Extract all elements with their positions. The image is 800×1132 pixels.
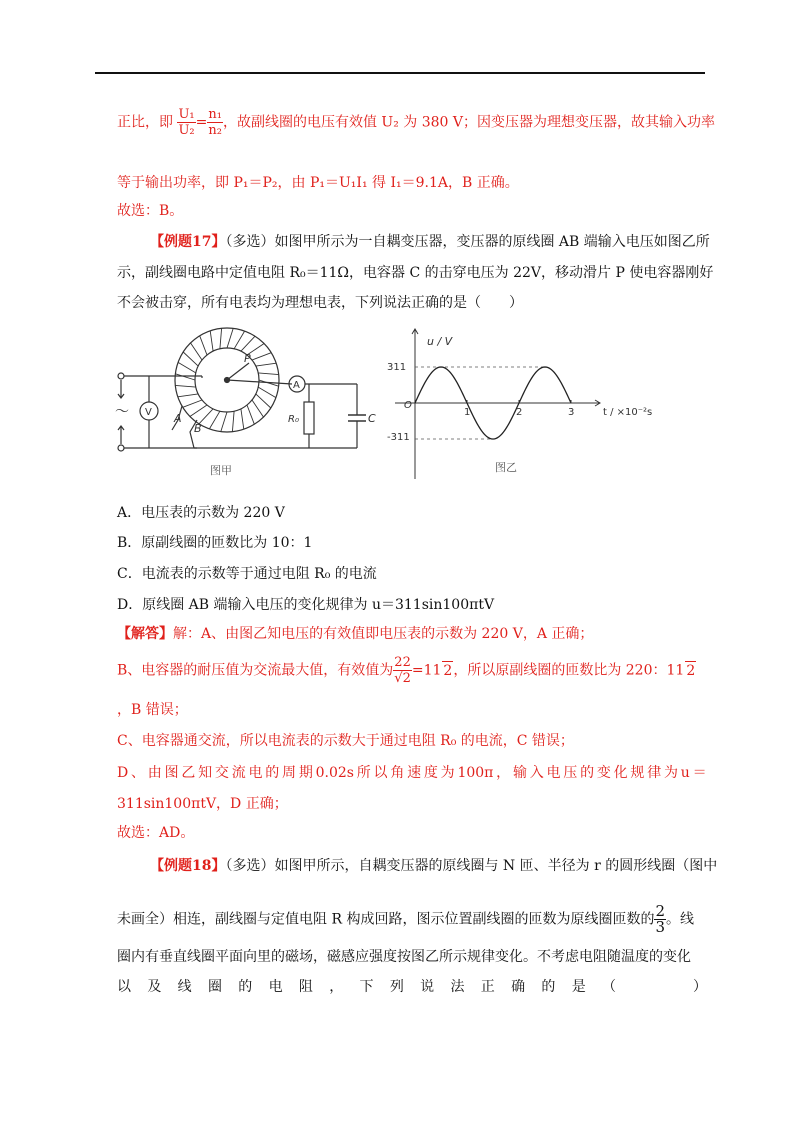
sol17-char: 0.02s: [315, 765, 354, 781]
sol17-char: 100π: [457, 765, 494, 781]
chart-y-label: u / V: [427, 335, 453, 348]
label-a: A: [174, 412, 182, 425]
chart-y-max-label: 311: [387, 362, 407, 373]
sol17-char: 角: [390, 765, 405, 781]
ex17-solution-line1: 【解答】解：A、由图乙知电压的有效值即电压表的示数为 220 V，A 正确；: [117, 626, 594, 642]
ex18-char: 下: [359, 979, 374, 995]
sol17-char: 输: [512, 765, 527, 781]
coil-winding: [175, 385, 196, 387]
ex18-char: 说: [420, 979, 435, 995]
header-rule: [95, 72, 705, 74]
sol17-char: 的: [265, 765, 280, 781]
figure-a-circuit: [112, 318, 382, 483]
sol17-char: 以: [373, 765, 388, 781]
label-c: C: [368, 412, 376, 425]
coil-winding: [190, 405, 207, 417]
sol17-char: 图: [164, 765, 179, 781]
ex17-solution-line2: B、电容器的耐压值为交流最大值，有效值为 $\frac{22}{√2}$ =11 2，所以原副线圈的匝数比为 220：11 2: [117, 655, 696, 686]
sol17-char: 入: [529, 765, 544, 781]
sol17-char: 为: [440, 765, 455, 781]
coil-winding: [227, 328, 233, 348]
terminal-top: [118, 373, 124, 379]
ex18-char: ）: [692, 979, 707, 995]
ex18-char: 以: [117, 979, 131, 995]
coil-winding: [209, 411, 220, 429]
coil-winding: [252, 400, 264, 417]
ex18-char: 确: [511, 979, 526, 995]
sol17-char: 交: [214, 765, 229, 781]
coil-winding: [200, 336, 207, 355]
resistor-r0: [304, 402, 314, 434]
sol17-char: 电: [546, 765, 561, 781]
ex18-tag: 【例题18】: [150, 858, 226, 874]
coil-winding: [191, 343, 203, 360]
sol17-char: 、: [131, 765, 146, 781]
ex18-char: 及: [147, 979, 162, 995]
ex17-solution-line3: ，B 错误；: [117, 702, 188, 718]
x-tick-label: 3: [568, 407, 575, 418]
coil-winding: [234, 331, 245, 349]
sol17-char: D: [117, 765, 129, 781]
ex17-option-d: D．原线圈 AB 端输入电压的变化规律为 u＝311sin100πtV: [117, 597, 495, 613]
ex17-option-b: B．原副线圈的匝数比为 10：1: [117, 535, 313, 551]
coil-winding: [241, 409, 244, 429]
coil-winding: [256, 394, 271, 408]
ammeter-label: A: [293, 380, 300, 391]
sol17-char: 的: [580, 765, 595, 781]
coil-winding: [221, 412, 227, 432]
coil-winding: [178, 362, 196, 373]
ex18-char: 阻: [298, 979, 313, 995]
coil-winding: [247, 405, 254, 424]
terminal-bottom: [118, 445, 124, 451]
sol17-char: 压: [563, 765, 578, 781]
turns-fraction: $\frac{2}{3}$: [655, 902, 665, 936]
label-r0: R₀: [288, 414, 299, 425]
sol17-char: 律: [647, 765, 662, 781]
ex18-line4: [117, 978, 707, 996]
voltmeter-label: V: [145, 407, 152, 418]
ex18-char: ，: [329, 979, 344, 995]
voltage-ratio-fraction: $\frac{\text{U₁}}{\text{U₂}}$: [178, 107, 195, 138]
ex18-char: 电: [268, 979, 283, 995]
sol17-char: 化: [613, 765, 628, 781]
sol17-char: 度: [423, 765, 438, 781]
ex17-solution-line5: [117, 764, 707, 782]
sol17-char: 变: [596, 765, 611, 781]
ex18-line1: 【例题18】（多选）如图甲所示，自耦变压器的原线圈与 N 匝、半径为 r 的圆形线圈（图中: [150, 858, 718, 874]
ex18-char: 是: [571, 979, 586, 995]
coil-winding: [183, 352, 198, 366]
ex17-solution-line6: 311sin100πtV，D 正确；: [117, 796, 288, 812]
ex18-char: （: [602, 979, 616, 995]
ac-source-symbol: ～: [115, 404, 129, 420]
figure-b-caption: 图乙: [495, 461, 517, 474]
ex17-option-a: A．电压表的示数为 220 V: [117, 505, 285, 521]
sol16-answer: 故选：B。: [117, 203, 184, 219]
ex18-char: 列: [389, 979, 404, 995]
coil-winding: [252, 353, 271, 360]
coil-winding: [210, 331, 213, 351]
coil-winding: [232, 411, 234, 432]
ex18-char: [663, 978, 677, 996]
sol16-line1: 正比，即 $\frac{\text{U₁}}{\text{U₂}}$ = $\frac{\text{n₁}}{\text{n₂}}$ ，故副线圈的电压有效值 U₂ 为 380 V；因变压器为理想变压器，故其输入功率: [117, 107, 715, 138]
coil-winding: [258, 387, 276, 398]
ex17-solution-answer: 故选：AD。: [117, 825, 195, 841]
turns-ratio-fraction: $\frac{\text{n₁}}{\text{n₂}}$: [208, 107, 222, 138]
figure-a-caption: 图甲: [210, 464, 232, 477]
sol17-char: 为: [663, 765, 678, 781]
ex18-line3: 圈内有垂直线圈平面向里的磁场，磁感应强度按图乙所示规律变化。不考虑电阻随温度的变化: [117, 949, 691, 965]
ex17-line2: 示，副线圈电路中定值电阻 R₀＝11Ω，电容器 C 的击穿电压为 22V，移动滑片 P 使电容器刚好: [117, 265, 714, 281]
sol17-char: 所: [356, 765, 371, 781]
chart-origin-label: O: [404, 400, 412, 411]
x-tick-label: 2: [516, 407, 523, 418]
ex18-line2: 未画全）相连，副线圈与定值电阻 R 构成回路，图示位置副线圈的匝数为原线圈匝数的 $\frac{2}{3}$ 。线: [117, 902, 694, 936]
ex18-char: 线: [177, 979, 192, 995]
coil-winding: [256, 363, 276, 366]
ex18-char: 圈: [207, 979, 222, 995]
ex17-solution-line4: C、电容器通交流，所以电流表的示数大于通过电阻 R₀ 的电流，C 错误；: [117, 733, 574, 749]
chart-x-label: t / ×10⁻²s: [603, 407, 653, 418]
chart-y-min-label: -311: [387, 432, 410, 443]
sol17-char: 乙: [181, 765, 196, 781]
coil-winding: [258, 373, 279, 375]
ex17-tag: 【例题17】: [150, 234, 226, 250]
sol17-char: ，: [496, 765, 511, 781]
ex18-char: 的: [238, 979, 253, 995]
coil-winding: [178, 394, 198, 397]
sol17-char: ＝: [692, 765, 707, 781]
ex17-line3: 不会被击穿，所有电表均为理想电表，下列说法正确的是（ ）: [117, 295, 523, 311]
ex18-char: [632, 978, 646, 996]
coil-winding: [220, 328, 222, 349]
label-b: B: [194, 422, 202, 435]
sol17-char: 由: [147, 765, 162, 781]
sol16-line2: 等于输出功率，即 P₁＝P₂，由 P₁＝U₁I₁ 得 I₁＝9.1A，B 正确。: [117, 175, 519, 191]
ex17-option-c: C．电流表的示数等于通过电阻 R₀ 的电流: [117, 566, 377, 582]
sol17-char: 周: [282, 765, 297, 781]
label-p: P: [244, 352, 251, 365]
sol17-char: 流: [231, 765, 246, 781]
ex17-line1: 【例题17】（多选）如图甲所示为一自耦变压器，变压器的原线圈 AB 端输入电压如图乙所: [150, 234, 710, 250]
ex18-char: 正: [480, 979, 495, 995]
sol17-char: 规: [630, 765, 645, 781]
coil-winding: [183, 400, 202, 407]
sol17-char: 速: [407, 765, 422, 781]
sol17-char: 期: [298, 765, 313, 781]
coil-winding: [175, 374, 195, 380]
ex18-char: 的: [541, 979, 556, 995]
sol17-char: 电: [248, 765, 263, 781]
x-tick-label: 1: [464, 407, 471, 418]
sol17-char: 知: [198, 765, 213, 781]
ex18-char: 法: [450, 979, 465, 995]
sol17-char: u: [680, 765, 690, 781]
coil-winding: [241, 336, 255, 351]
figure-b-chart: [385, 325, 670, 483]
effective-value-fraction: $\frac{22}{√2}$: [394, 655, 411, 686]
